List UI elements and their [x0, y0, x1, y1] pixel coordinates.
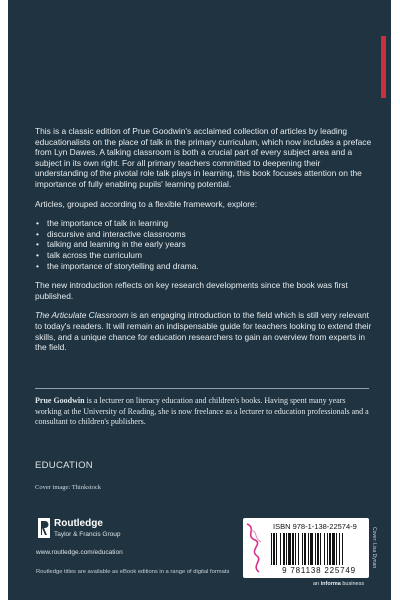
publisher-name: Routledge [54, 518, 103, 529]
informa-note: an informa business [313, 581, 365, 587]
barcode-icon [271, 533, 367, 565]
articles-intro: Articles, grouped according to a flexible framework, explore: [35, 198, 258, 209]
page-edge [391, 0, 400, 600]
barcode-number: 9 781138 225749 [282, 566, 356, 575]
barcode-panel [243, 518, 369, 578]
list-item: • the importance of talk in learning [35, 218, 373, 229]
publisher-url[interactable]: www.routledge.com/education [36, 549, 123, 556]
spine-accent [381, 36, 386, 98]
informa-brand: informa [320, 581, 341, 587]
new-intro-paragraph: The new introduction reflects on key research developments since the book was first published. [35, 280, 348, 301]
ebook-note: Routledge titles are available as eBook editions in a range of digital formats [36, 569, 230, 575]
author-bio-text: is a lecturer on literacy education and children's books. Having spent many years working at the University of Reading, she is now freelance as a lecturer to education professionals and a consultant to children's publishers. [35, 396, 369, 427]
closing-text: is an engaging introduction to the field which is still very relevant to today's readers. It will remain an indispensable guide for teachers looking to extend their skills, and a unique chance for education researchers to gain an overview from experts in the field. [35, 310, 372, 353]
list-item: • talk across the curriculum [35, 250, 373, 261]
topic-list [35, 218, 373, 271]
list-item: • discursive and interactive classrooms [35, 229, 373, 240]
author-bio [35, 396, 373, 428]
back-cover [8, 0, 391, 600]
list-item: • talking and learning in the early years [35, 239, 373, 250]
list-item: • the importance of storytelling and drama. [35, 261, 373, 272]
closing-paragraph [35, 310, 373, 352]
book-title: The Articulate Classroom [35, 310, 129, 321]
isbn-label: ISBN 978-1-138-22574-9 [273, 522, 357, 531]
decorative-scribble-icon [243, 518, 269, 578]
cover-design-credit: Cover: Lisa Dynan [371, 527, 377, 569]
routledge-logo-icon [38, 518, 50, 538]
intro-paragraph: This is a classic edition of Prue Goodwin's acclaimed collection of articles by leading educationalists on the place of talk in the primary curriculum, which now includes a preface from Lyn Dawes. A talking classroom is both a crucial part of every subject area and a subject in its own right. For all primary teachers committed to deepening their understanding of the pivotal role talk plays in learning, this book focuses attention on the importance of fully enabling pupils' learning potential. [35, 126, 372, 189]
cover-image-credit: Cover image: Thinkstock [35, 484, 101, 491]
description [35, 126, 373, 362]
subject-category: EDUCATION [35, 460, 93, 471]
author-name: Prue Goodwin [35, 396, 85, 405]
divider [35, 388, 369, 389]
publisher-group: Taylor & Francis Group [54, 531, 121, 538]
